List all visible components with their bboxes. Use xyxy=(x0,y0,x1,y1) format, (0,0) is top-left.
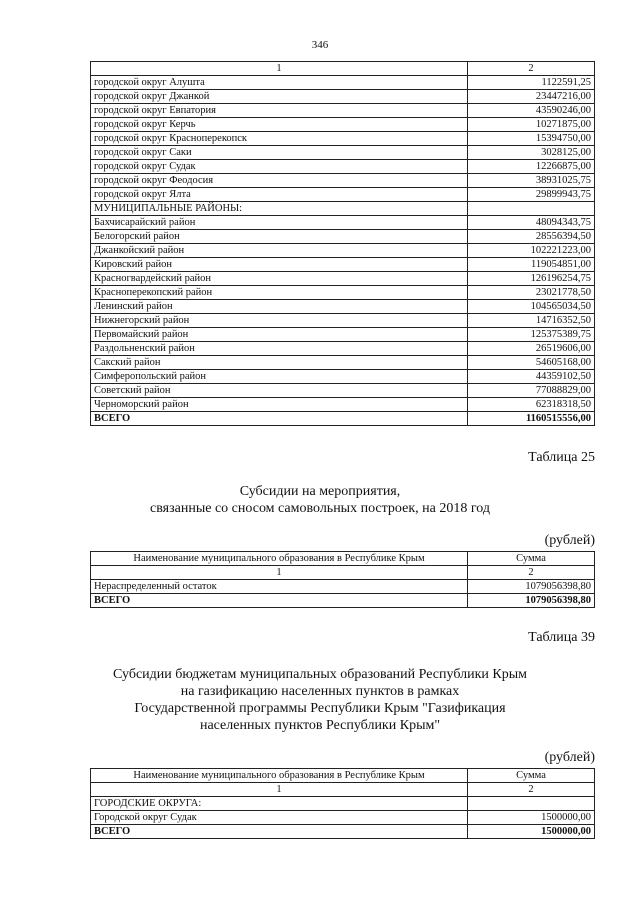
column-number-1: 1 xyxy=(91,783,468,797)
row-name: Черноморский район xyxy=(91,398,468,412)
page-number: 346 xyxy=(311,39,329,51)
title-line: связанные со сносом самовольных построек, на 2018 год xyxy=(150,501,490,516)
column-number-1: 1 xyxy=(91,566,468,580)
row-value xyxy=(468,202,595,216)
row-value: 54605168,00 xyxy=(468,356,595,370)
row-name: городской округ Евпатория xyxy=(91,104,468,118)
table-39-label: Таблица 39 xyxy=(528,630,595,645)
table-row xyxy=(91,216,595,230)
row-value: 3028125,00 xyxy=(468,146,595,160)
row-value: 1079056398,80 xyxy=(468,580,595,594)
row-value: 119054851,00 xyxy=(468,258,595,272)
row-name: Ленинский район xyxy=(91,300,468,314)
table-row xyxy=(91,272,595,286)
total-value: 1160515556,00 xyxy=(468,412,595,426)
column-header-row xyxy=(91,552,595,566)
row-name: ГОРОДСКИЕ ОКРУГА: xyxy=(91,797,468,811)
total-label: ВСЕГО xyxy=(91,594,468,608)
row-value: 15394750,00 xyxy=(468,132,595,146)
row-name: городской округ Керчь xyxy=(91,118,468,132)
table-row xyxy=(91,188,595,202)
column-header-row xyxy=(91,769,595,783)
row-name: МУНИЦИПАЛЬНЫЕ РАЙОНЫ: xyxy=(91,202,468,216)
table-row xyxy=(91,132,595,146)
row-name: Раздольненский район xyxy=(91,342,468,356)
row-name: Белогорский район xyxy=(91,230,468,244)
total-row xyxy=(91,825,595,839)
column-number-2: 2 xyxy=(468,783,595,797)
total-row xyxy=(91,412,595,426)
column-header-name: Наименование муниципального образования в Республике Крым xyxy=(91,769,468,783)
gasification-subsidy-table xyxy=(90,768,595,839)
row-value: 23021778,50 xyxy=(468,286,595,300)
title-line: Субсидии на мероприятия, xyxy=(239,484,401,499)
row-name: Кировский район xyxy=(91,258,468,272)
row-value: 43590246,00 xyxy=(468,104,595,118)
table-row xyxy=(91,90,595,104)
column-header-name: Наименование муниципального образования в Республике Крым xyxy=(91,552,468,566)
column-number-2: 2 xyxy=(468,566,595,580)
table-39-title xyxy=(0,666,640,734)
row-value: 104565034,50 xyxy=(468,300,595,314)
table-row xyxy=(91,370,595,384)
table-row xyxy=(91,811,595,825)
row-value: 62318318,50 xyxy=(468,398,595,412)
title-line: на газификацию населенных пунктов в рамках xyxy=(180,684,460,699)
table-row xyxy=(91,286,595,300)
row-name: городской округ Ялта xyxy=(91,188,468,202)
demolition-subsidy-table xyxy=(90,551,595,608)
table-row xyxy=(91,797,595,811)
total-label: ВСЕГО xyxy=(91,825,468,839)
column-header-sum: Сумма xyxy=(468,769,595,783)
total-label: ВСЕГО xyxy=(91,412,468,426)
column-number-1: 1 xyxy=(91,62,468,76)
table-row xyxy=(91,146,595,160)
row-value: 38931025,75 xyxy=(468,174,595,188)
row-value: 77088829,00 xyxy=(468,384,595,398)
row-value: 26519606,00 xyxy=(468,342,595,356)
row-value: 14716352,50 xyxy=(468,314,595,328)
row-value: 126196254,75 xyxy=(468,272,595,286)
currency-unit: (рублей) xyxy=(544,533,595,548)
row-name: городской округ Алушта xyxy=(91,76,468,90)
row-value: 1500000,00 xyxy=(468,811,595,825)
row-value: 1122591,25 xyxy=(468,76,595,90)
table-row xyxy=(91,300,595,314)
row-value: 12266875,00 xyxy=(468,160,595,174)
table-row xyxy=(91,230,595,244)
table-row xyxy=(91,244,595,258)
row-name: городской округ Джанкой xyxy=(91,90,468,104)
row-name: Советский район xyxy=(91,384,468,398)
title-line: Субсидии бюджетам муниципальных образований Республики Крым xyxy=(113,667,527,682)
row-value: 28556394,50 xyxy=(468,230,595,244)
table-row xyxy=(91,398,595,412)
row-name: Нераспределенный остаток xyxy=(91,580,468,594)
table-row xyxy=(91,118,595,132)
column-number-2: 2 xyxy=(468,62,595,76)
column-number-row xyxy=(91,62,595,76)
row-value xyxy=(468,797,595,811)
row-name: Красноперекопский район xyxy=(91,286,468,300)
title-line: Государственной программы Республики Крым "Газификация xyxy=(134,701,506,716)
row-value: 10271875,00 xyxy=(468,118,595,132)
row-name: Бахчисарайский район xyxy=(91,216,468,230)
table-row xyxy=(91,328,595,342)
table-row xyxy=(91,174,595,188)
row-name: Нижнегорский район xyxy=(91,314,468,328)
table-row xyxy=(91,580,595,594)
table-row xyxy=(91,202,595,216)
column-header-sum: Сумма xyxy=(468,552,595,566)
table-row xyxy=(91,76,595,90)
total-row xyxy=(91,594,595,608)
row-name: городской округ Судак xyxy=(91,160,468,174)
table-row xyxy=(91,314,595,328)
table-row xyxy=(91,258,595,272)
row-name: Джанкойский район xyxy=(91,244,468,258)
row-value: 48094343,75 xyxy=(468,216,595,230)
row-name: Сакский район xyxy=(91,356,468,370)
row-name: Симферопольский район xyxy=(91,370,468,384)
total-value: 1500000,00 xyxy=(468,825,595,839)
row-value: 23447216,00 xyxy=(468,90,595,104)
table-25-label: Таблица 25 xyxy=(528,450,595,465)
table-body xyxy=(91,76,595,412)
row-name: Красногвардейский район xyxy=(91,272,468,286)
row-name: Городской округ Судак xyxy=(91,811,468,825)
total-value: 1079056398,80 xyxy=(468,594,595,608)
row-value: 125375389,75 xyxy=(468,328,595,342)
row-name: Первомайский район xyxy=(91,328,468,342)
subsidy-table-continuation xyxy=(90,61,595,426)
row-name: городской округ Феодосия xyxy=(91,174,468,188)
row-value: 102221223,00 xyxy=(468,244,595,258)
table-25-title xyxy=(0,483,640,517)
title-line: населенных пунктов Республики Крым" xyxy=(199,718,441,733)
table-row xyxy=(91,160,595,174)
row-value: 29899943,75 xyxy=(468,188,595,202)
column-number-row xyxy=(91,783,595,797)
row-name: городской округ Саки xyxy=(91,146,468,160)
table-row xyxy=(91,104,595,118)
table-row xyxy=(91,342,595,356)
table-row xyxy=(91,356,595,370)
row-name: городской округ Красноперекопск xyxy=(91,132,468,146)
column-number-row xyxy=(91,566,595,580)
currency-unit: (рублей) xyxy=(544,750,595,765)
table-row xyxy=(91,384,595,398)
row-value: 44359102,50 xyxy=(468,370,595,384)
